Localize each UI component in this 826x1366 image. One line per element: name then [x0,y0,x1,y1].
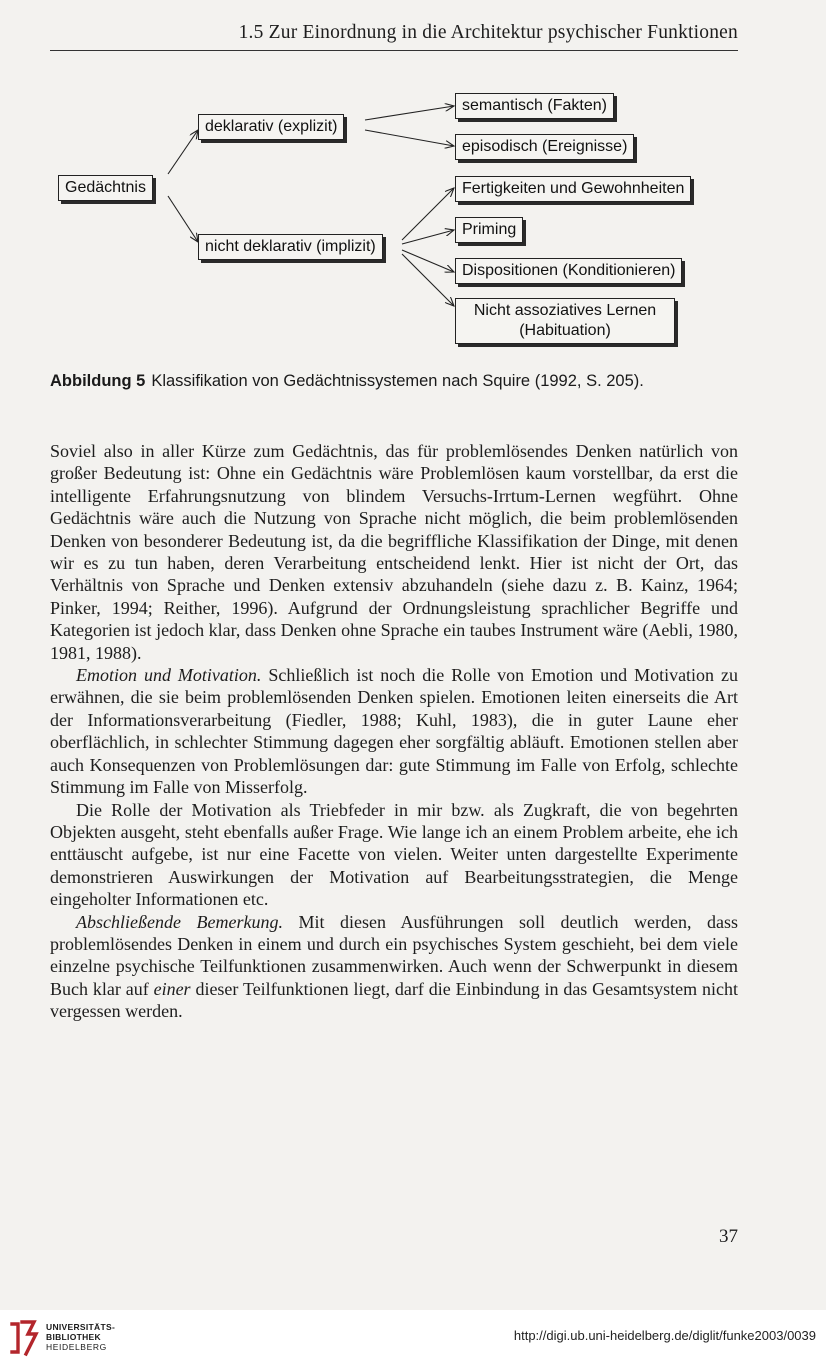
connector-declarative-semantic [365,106,454,120]
paragraph-closing-lead: Abschließende Bemerkung. [76,911,283,932]
paragraph-memory: Soviel also in aller Kürze zum Gedächtnis, das für problemlösendes Denken natürlich von großer Bedeutung ist: Ohne ein Gedächtnis wäre Problemlösen kaum vorstellbar, da erst die intelligente Erfahrungsnutzung von blindem Versuchs-Irrtum-Lernen wegführt. Ohne Gedächtnis wäre auch die Nutzung von Sprache nicht möglich, die beim problemlösenden Denken von besonderer Bedeutung ist, da die begriffliche Klassifikation der Dinge, mit denen wir es zu tun haben, deren Verarbeitung entscheidend lenkt. Hier ist nicht der Ort, das Verhältnis von Sprache und Denken extensiv abzuhandeln (siehe dazu z. B. Kainz, 1964; Pinker, 1994; Reither, 1996). Aufgrund der Ordnungsleistung sprachlicher Begriffe und Kategorien ist jedoch klar, dass Denken ohne Sprache ein taubes Instrument wäre (Aebli, 1980, 1981, 1988). [50,441,738,663]
figure-caption [50,372,750,391]
library-logo-text [46,1322,115,1352]
library-logo-icon [8,1318,40,1358]
node-semantic: semantisch (Fakten) [455,93,614,119]
node-nondeclarative: nicht deklarativ (implizit) [198,234,383,260]
node-nonassociative [455,298,675,344]
paragraph-closing-text-b: dieser Teilfunktionen liegt, darf die Einbindung in das Gesamtsystem nicht vergessen werden. [50,978,739,1022]
connector-nondecl-nonassoc [402,254,454,306]
source-url-link[interactable]: http://digi.ub.uni-heidelberg.de/diglit/funke2003/0039 [513,1328,816,1343]
node-skills: Fertigkeiten und Gewohnheiten [455,176,691,202]
node-nonassociative-line2: (Habituation) [519,322,611,339]
connector-root-nondeclarative [168,196,198,242]
caption-text: Klassifikation von Gedächtnissystemen nach Squire (1992, S. 205). [151,372,644,390]
page-number: 37 [719,1226,738,1247]
logo-line-1: UNIVERSITÄTS- [46,1322,116,1332]
connector-declarative-episodic [365,130,454,146]
digitization-footer [0,1310,826,1366]
node-memory: Gedächtnis [58,175,153,201]
header-rule [50,50,738,51]
memory-classification-diagram [50,84,750,354]
logo-line-2: BIBLIOTHEK [46,1332,101,1342]
node-declarative: deklarativ (explizit) [198,114,344,140]
connector-nondecl-dispositions [402,250,454,272]
paragraph-closing-text-a: Mit diesen Ausführungen soll deutlich werden, dass problemlösendes Denken in einem und durch ein psychisches System geschieht, bei dem viele einzelne psychische Teilfunktionen zusammenwirken. Auch wenn der Schwerpunkt in diesem Buch klar auf [50,911,738,999]
paragraph-closing [50,911,738,1023]
caption-label: Abbildung 5 [50,372,146,390]
running-header: 1.5 Zur Einordnung in die Architektur psychischer Funktionen [238,22,738,43]
paragraph-motivation: Die Rolle der Motivation als Triebfeder in mir bzw. als Zugkraft, die von begehrten Objekten ausgeht, steht ebenfalls außer Frage. Wie lange ich an einem Problem arbeite, ehe ich enttäuscht aufgebe, ist nur eine Facette von vielen. Weiter unten dargestellte Experimente demonstrieren Auswirkungen der Motivation auf Bearbeitungsstrategien, die Menge eingeholter Informationen etc. [50,799,738,910]
paragraph-emotion [50,664,738,798]
node-dispositions: Dispositionen (Konditionieren) [455,258,682,284]
node-priming: Priming [455,217,523,243]
paragraph-closing-emphasis: einer [153,978,191,999]
node-nonassociative-line1: Nicht assoziatives Lernen [473,302,657,319]
logo-line-3: HEIDELBERG [46,1342,107,1352]
connector-root-declarative [168,130,198,174]
paragraph-emotion-lead: Emotion und Motivation. [76,665,262,686]
body-text [50,440,738,1023]
node-episodic: episodisch (Ereignisse) [455,134,634,160]
paragraph-emotion-text: Schließlich ist noch die Rolle von Emotion und Motivation zu erwähnen, die sie beim problemlösenden Denken spielen. Emotionen leiten einerseits die Art der Informationsverarbeitung (Fiedler, 1988; Kuhl, 1983), die in guter Laune eher oberflächlich, in schlechter Stimmung dagegen eher sorgfältig abläuft. Emotionen stellen aber auch Konsequenzen von Problemlösungen dar: gute Stimmung im Falle von Erfolg, schlechte Stimmung im Falle von Misserfolg. [50,665,739,798]
